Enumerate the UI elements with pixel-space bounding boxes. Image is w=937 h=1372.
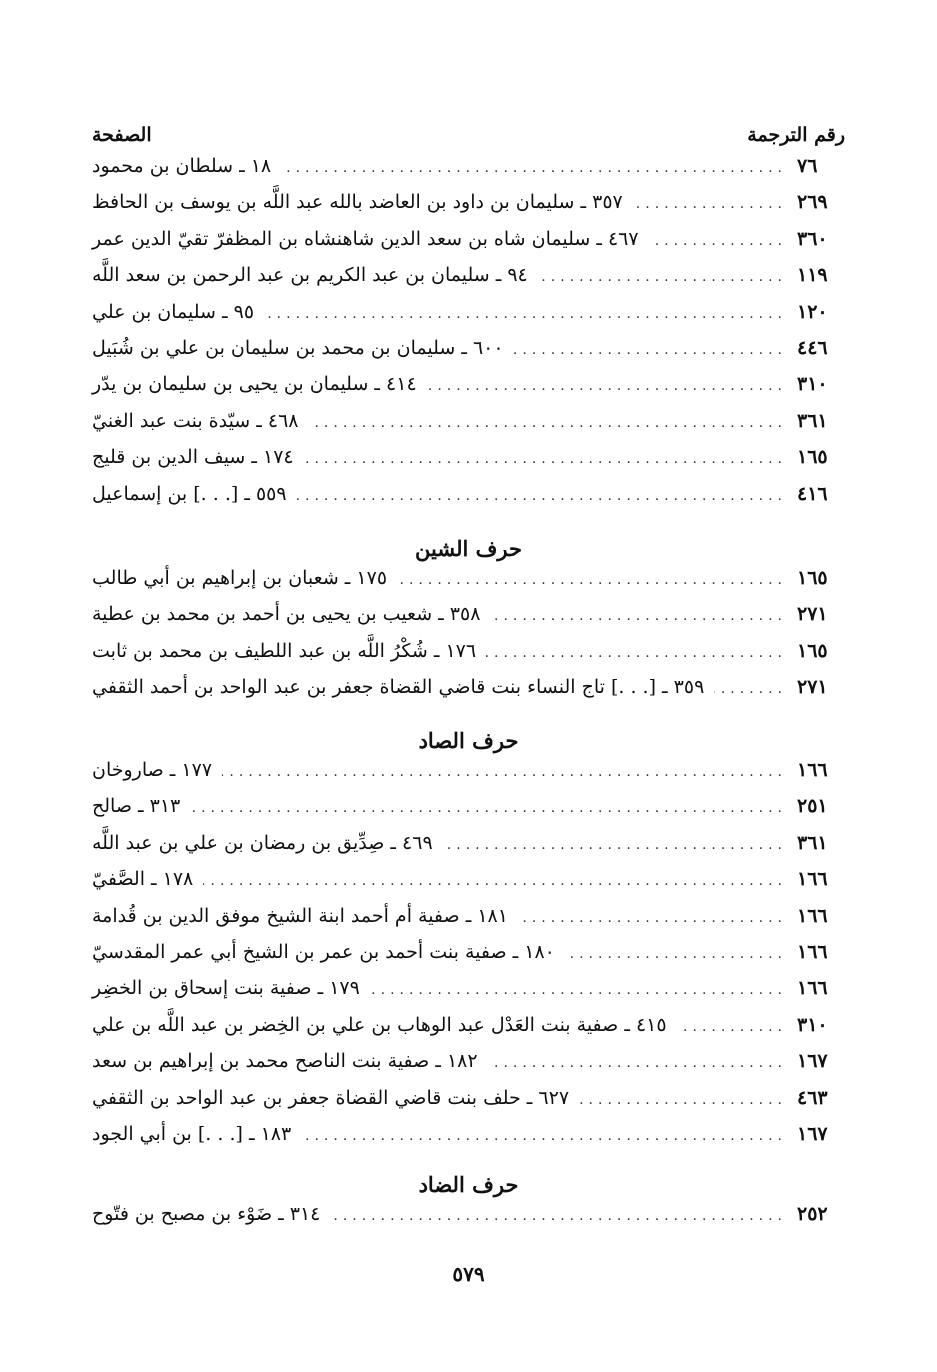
- dot-leader: [714, 681, 787, 697]
- entry-name: ٤١٤ ـ سليمان بن يحيى بن سليمان بن يدّر: [92, 373, 417, 396]
- entry-name: ١٨٢ ـ صفية بنت الناصح محمد بن إبراهيم بن سعد: [92, 1050, 478, 1073]
- index-entry: [92, 603, 845, 639]
- dot-leader: [538, 269, 787, 285]
- entry-name: ١٧٧ ـ صاروخان: [92, 759, 213, 781]
- group-dad: [92, 1203, 845, 1239]
- section-heading-sad: حرف الصاد: [418, 728, 519, 753]
- index-entry: [92, 640, 845, 676]
- entry-page-number: ٢٧١: [797, 676, 828, 699]
- entry-page-number: ٢٥١: [797, 795, 828, 818]
- entry-page-number: ١٦٥: [797, 639, 828, 662]
- index-entry: [92, 1087, 845, 1123]
- index-entry: [92, 759, 845, 795]
- page-column-label: الصفحة: [92, 124, 152, 146]
- entry-name: ٥٥٩ ـ [. . .] بن إسماعيل: [92, 482, 287, 505]
- page-number: ٥٧٩: [452, 1262, 485, 1286]
- entry-name: ٦٠٠ ـ سليمان بن محمد بن سليمان بن علي بن شُبَيل: [92, 336, 504, 359]
- index-entry: [92, 373, 845, 409]
- index-entry: [92, 1123, 845, 1159]
- entry-page-number: ١٦٧: [797, 1122, 828, 1145]
- index-entry: [92, 832, 845, 868]
- entry-page-number: ١٦٥: [797, 446, 828, 469]
- entry-name: ٤٦٨ ـ سيّدة بنت عبد الغنيّ: [92, 409, 299, 432]
- index-entry: [92, 795, 845, 831]
- entry-page-number: ٣١٠: [797, 1013, 828, 1036]
- entry-name: ٤٦٩ ـ صِدِّيق بن رمضان بن علي بن عبد اللَّه: [92, 831, 433, 854]
- group-seen: [92, 155, 845, 519]
- dot-leader: [579, 1092, 787, 1108]
- entry-page-number: ١٦٦: [797, 904, 828, 927]
- dot-leader: [190, 800, 787, 816]
- dot-leader: [443, 837, 787, 853]
- index-entry: [92, 1014, 845, 1050]
- dot-leader: [264, 306, 787, 322]
- entry-name: ٩٤ ـ سليمان بن عبد الكريم بن عبد الرحمن بن سعد اللَّه: [92, 264, 528, 287]
- entry-name: ٦٢٧ ـ حلف بنت قاضي القضاة جعفر بن عبد الواحد بن الثقفي: [92, 1086, 570, 1109]
- dot-leader: [281, 160, 787, 176]
- entry-name: ٣٥٩ ـ [. . .] تاج النساء بنت قاضي القضاة جعفر بن عبد الواحد بن أحمد الثقفي: [92, 676, 705, 699]
- dot-leader: [301, 1128, 787, 1144]
- dot-leader: [514, 342, 787, 358]
- dot-leader: [633, 196, 787, 212]
- index-entry: [92, 567, 845, 603]
- entry-page-number: ١٦٧: [797, 1050, 828, 1073]
- entry-name: ١٨ ـ سلطان بن محمود: [92, 155, 272, 177]
- dot-leader: [309, 415, 788, 431]
- entry-name: ٣٥٧ ـ سليمان بن داود بن العاضد بالله عبد اللَّه بن يوسف بن الحافظ: [92, 191, 623, 214]
- entry-page-number: ٢٧١: [797, 603, 828, 626]
- index-entry: [92, 977, 845, 1013]
- index-entry: [92, 868, 845, 904]
- index-entry: [92, 301, 845, 337]
- entry-page-number: ٣٦١: [797, 409, 828, 432]
- dot-leader: [490, 608, 787, 624]
- entry-name: ١٨٠ ـ صفية بنت أحمد بن عمر بن الشيخ أبي عمر المقدسيّ: [92, 940, 555, 963]
- entry-page-number: ٤١٦: [797, 482, 828, 505]
- entry-name: ٣١٣ ـ صالح: [92, 795, 181, 818]
- index-entry: [92, 264, 845, 300]
- dot-leader: [397, 572, 787, 588]
- entry-name: ١٧٥ ـ شعبان بن إبراهيم بن أبي طالب: [92, 567, 388, 589]
- entry-name: ٣١٤ ـ ضَوْء بن مصبح بن فتّوح: [92, 1203, 321, 1225]
- entry-page-number: ٤٦٣: [797, 1086, 828, 1109]
- entry-name: ١٧٤ ـ سيف الدين بن قليج: [92, 446, 294, 469]
- entry-page-number: ٣١٠: [797, 373, 828, 396]
- index-entry: [92, 446, 845, 482]
- dot-leader: [649, 233, 787, 249]
- index-entry: [92, 905, 845, 941]
- dot-leader: [518, 910, 787, 926]
- dot-leader: [330, 1208, 787, 1224]
- entry-page-number: ٤٤٦: [797, 336, 828, 359]
- entry-name: ٤١٥ ـ صفية بنت العَدْل عبد الوهاب بن علي بن الخِضر بن عبد اللَّه بن علي: [92, 1013, 667, 1036]
- entry-page-number: ١٦٦: [797, 977, 828, 1000]
- group-sad: [92, 759, 845, 1159]
- entry-page-number: ١٦٥: [797, 567, 828, 589]
- dot-leader: [677, 1019, 787, 1035]
- dot-leader: [488, 1055, 787, 1071]
- section-heading-dad: حرف الضاد: [418, 1172, 519, 1197]
- dot-leader: [370, 982, 787, 998]
- index-entry: [92, 337, 845, 373]
- entry-name: ١٧٩ ـ صفية بنت إسحاق بن الخضِر: [92, 977, 360, 1000]
- index-entry: [92, 410, 845, 446]
- entry-name: ١٨١ ـ صفية أم أحمد ابنة الشيخ موفق الدين بن قُدامة: [92, 904, 508, 927]
- index-entry: [92, 483, 845, 519]
- column-header: [92, 124, 845, 146]
- index-entry: [92, 676, 845, 712]
- entry-page-number: ١٦٦: [797, 759, 828, 781]
- dot-leader: [297, 488, 787, 504]
- entry-page-number: ٣٦١: [797, 831, 828, 854]
- index-entry: [92, 941, 845, 977]
- dot-leader: [222, 764, 787, 780]
- dot-leader: [427, 378, 787, 394]
- entry-page-number: ٣٦٠: [797, 227, 828, 250]
- index-entry: [92, 228, 845, 264]
- dot-leader: [304, 451, 787, 467]
- group-sheen: [92, 567, 845, 713]
- entry-page-number: ٧٦: [797, 155, 818, 177]
- index-entry: [92, 1203, 845, 1239]
- entry-name: ١٧٨ ـ الصَّفيّ: [92, 868, 194, 891]
- dot-leader: [203, 873, 787, 889]
- entry-page-number: ١٦٦: [797, 868, 828, 891]
- entry-name: ٩٥ ـ سليمان بن علي: [92, 300, 255, 323]
- index-entry: [92, 155, 845, 191]
- entry-number-column-label: رقم الترجمة: [747, 124, 845, 146]
- entry-page-number: ١٦٦: [797, 940, 828, 963]
- entry-page-number: ١٢٠: [797, 300, 828, 323]
- index-entry: [92, 1050, 845, 1086]
- entry-page-number: ٢٦٩: [797, 191, 828, 214]
- entry-page-number: ١١٩: [797, 264, 828, 287]
- entry-name: ٤٦٧ ـ سليمان شاه بن سعد الدين شاهنشاه بن المظفرّ تقيّ الدين عمر: [92, 227, 639, 250]
- dot-leader: [565, 946, 787, 962]
- entry-name: ٣٥٨ ـ شعيب بن يحيى بن أحمد بن محمد بن عطية: [92, 603, 481, 626]
- entry-page-number: ٢٥٢: [797, 1203, 828, 1225]
- index-entry: [92, 191, 845, 227]
- dot-leader: [486, 645, 787, 661]
- section-heading-sheen: حرف الشين: [415, 536, 522, 561]
- entry-name: ١٧٦ ـ شُكْرُ اللَّه بن عبد اللطيف بن محمد بن ثابت: [92, 639, 477, 662]
- entry-name: ١٨٣ ـ [. . .] بن أبي الجود: [92, 1122, 292, 1145]
